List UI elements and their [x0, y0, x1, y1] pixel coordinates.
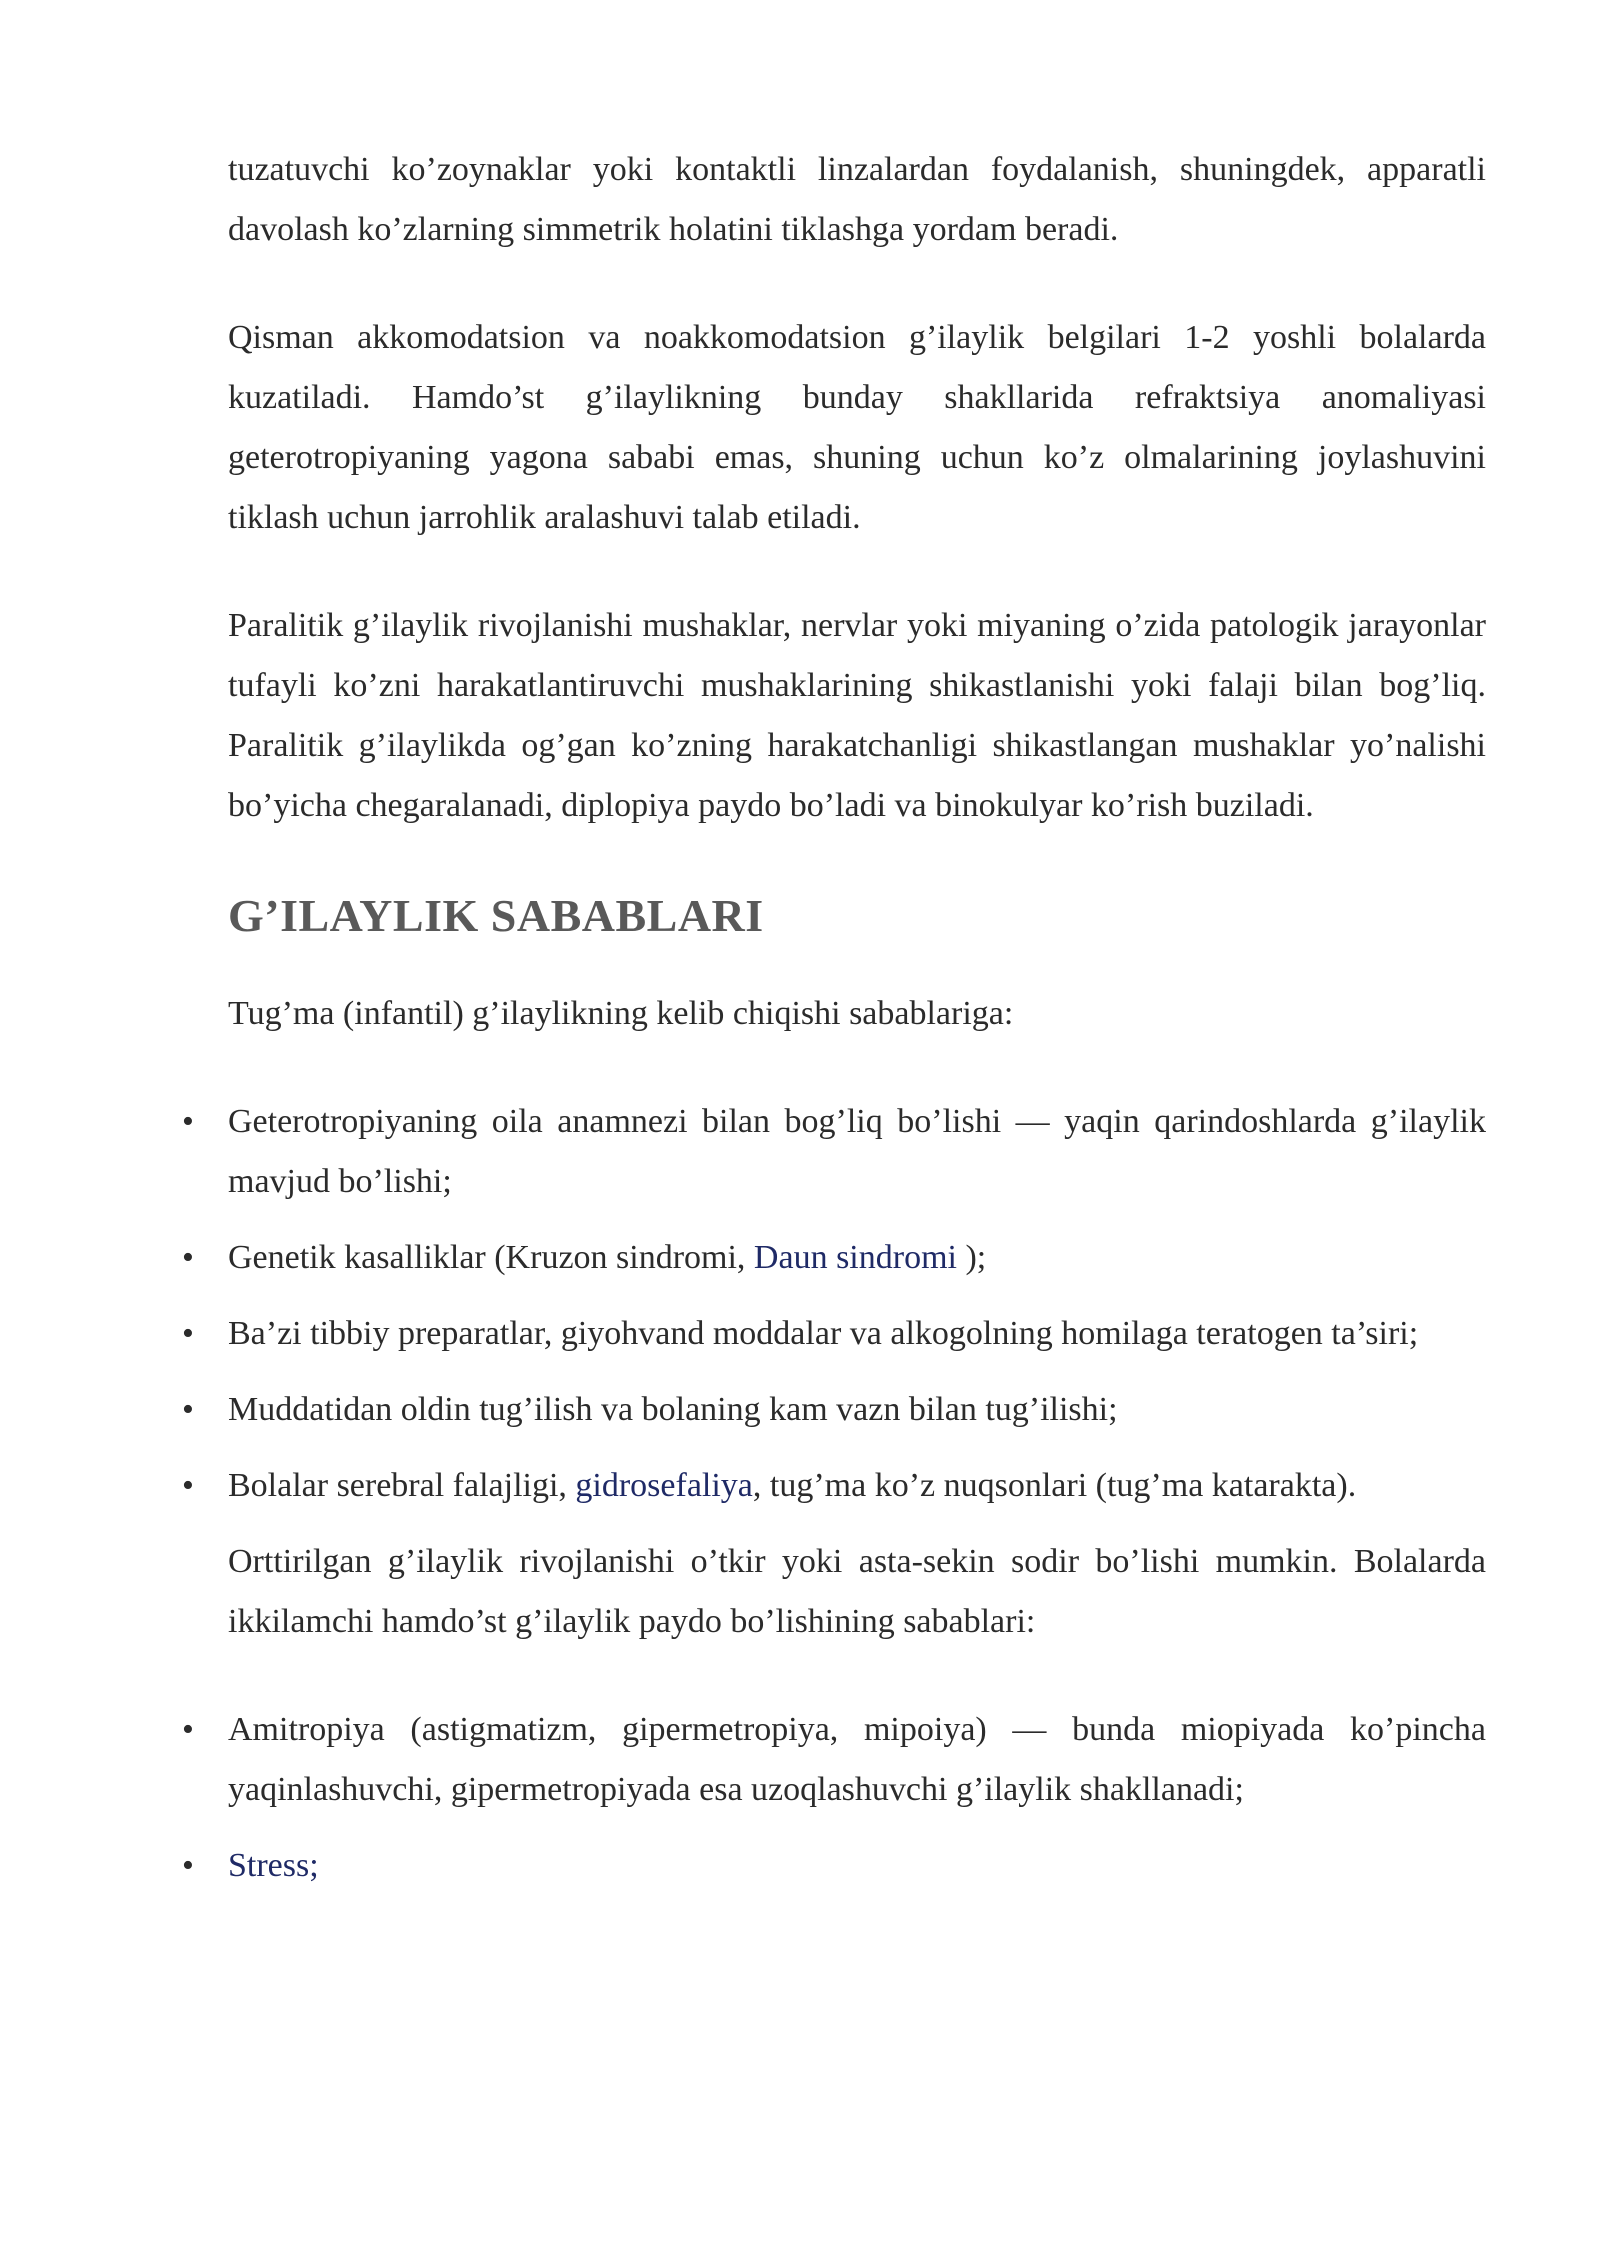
bullet-icon: •	[182, 1315, 194, 1352]
bullet-icon: •	[182, 1711, 194, 1748]
list-item-text: Geterotropiyaning oila anamnezi bilan bog’liq bo’lishi — yaqin qarindoshlarda g’ilaylik mavjud bo’lishi;	[228, 1103, 1486, 1200]
congenital-causes-intro: Tug’ma (infantil) g’ilaylikning kelib chiqishi sabablariga:	[228, 995, 1014, 1032]
list-item-text: Ba’zi tibbiy preparatlar, giyohvand moddalar va alkogolning homilaga teratogen ta’siri;	[228, 1315, 1419, 1352]
list-item-text: Genetik kasalliklar (Kruzon sindromi,	[228, 1239, 754, 1276]
acquired-causes-intro: Orttirilgan g’ilaylik rivojlanishi o’tkir yoki asta-sekin sodir bo’lishi mumkin. Bolalarda ikkilamchi hamdo’st g’ilaylik paydo bo’lishining sabablari:	[228, 1543, 1486, 1640]
acquired-causes-list	[182, 1700, 1486, 1896]
congenital-causes-list	[182, 1092, 1486, 1516]
list-item	[182, 1700, 1486, 1820]
list-item-text: Bolalar serebral falajligi,	[228, 1467, 576, 1504]
list-item	[182, 1092, 1486, 1212]
list-item	[182, 1304, 1486, 1364]
list-item	[182, 1380, 1486, 1440]
paragraph-corrective-glasses: tuzatuvchi ko’zoynaklar yoki kontaktli linzalardan foydalanish, shuningdek, apparatli davolash ko’zlarning simmetrik holatini tiklashga yordam beradi.	[228, 151, 1486, 248]
list-item-text-suffix: );	[956, 1239, 987, 1276]
bullet-icon: •	[182, 1467, 194, 1504]
list-item	[182, 1456, 1486, 1516]
paragraph-partial-accommodative: Qisman akkomodatsion va noakkomodatsion g’ilaylik belgilari 1-2 yoshli bolalarda kuzatiladi. Hamdo’st g’ilaylikning bunday shakllarida refraktsiya anomaliyasi geterotropiyaning yagona sababi emas, shuning uchun ko’z olmalarining joylashuvini tiklash uchun jarrohlik aralashuvi talab etiladi.	[228, 319, 1486, 536]
paragraph-paralytic-strabismus: Paralitik g’ilaylik rivojlanishi mushaklar, nervlar yoki miyaning o’zida patologik jarayonlar tufayli ko’zni harakatlantiruvchi mushaklarining shikastlanishi yoki falaji bilan bog’liq. Paralitik g’ilaylikda og’gan ko’zning harakatchanligi shikastlangan mushaklar yo’nalishi bo’yicha chegaralanadi, diplopiya paydo bo’ladi va binokulyar ko’rish buziladi.	[228, 607, 1486, 824]
list-item-text: Amitropiya (astigmatizm, gipermetropiya, mipoiya) — bunda miopiyada ko’pincha yaqinlashuvchi, gipermetropiyada esa uzoqlashuvchi g’ilaylik shakllanadi;	[228, 1711, 1486, 1808]
section-heading: G’ILAYLIK SABABLARI	[228, 890, 764, 941]
bullet-icon: •	[182, 1847, 194, 1884]
down-syndrome-link[interactable]: Daun sindromi	[753, 1239, 957, 1276]
bullet-icon: •	[182, 1103, 194, 1140]
list-item	[182, 1836, 1486, 1896]
hydrocephalus-link[interactable]: gidrosefaliya	[575, 1467, 753, 1504]
list-item-text-suffix: , tug’ma ko’z nuqsonlari (tug’ma katarakta).	[752, 1467, 1357, 1504]
list-item-text: Muddatidan oldin tug’ilish va bolaning kam vazn bilan tug’ilishi;	[228, 1391, 1118, 1428]
bullet-icon: •	[182, 1239, 194, 1276]
document-page	[182, 140, 1486, 1912]
list-item	[182, 1228, 1486, 1288]
stress-link[interactable]: Stress;	[228, 1847, 319, 1884]
bullet-icon: •	[182, 1391, 194, 1428]
